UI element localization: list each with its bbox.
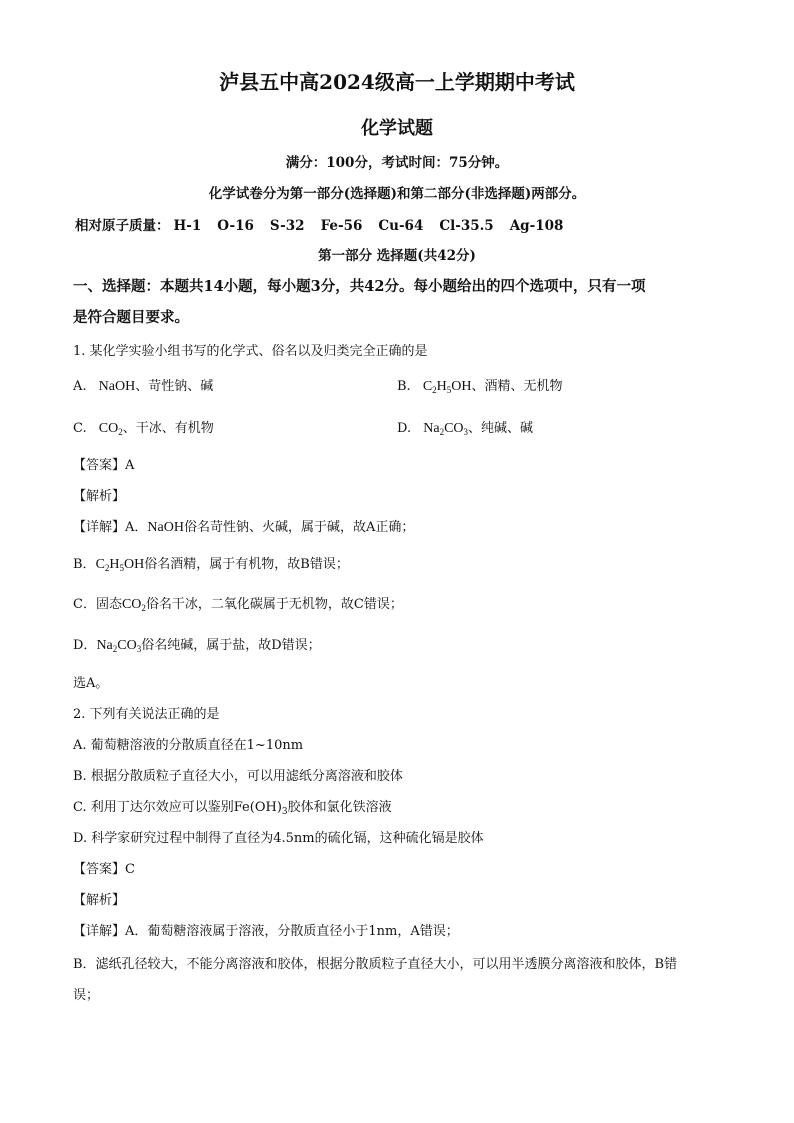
atomic-mass-item: Fe-56 (320, 218, 363, 234)
q1-stem: 1. 某化学实验小组书写的化学式、俗名以及归类完全正确的是 (73, 344, 428, 359)
atomic-mass-item: S-32 (269, 218, 305, 234)
q2-option-b: B. 根据分散质粒子直径大小，可以用滤纸分离溶液和胶体 (73, 769, 403, 784)
option-label: B. (397, 379, 411, 394)
score-time-note: 满分：100分，考试时间：75分钟。 (285, 155, 509, 171)
q1-conclusion: 选A。 (73, 676, 109, 691)
option-label: C. (73, 421, 87, 436)
q1-answer: 【答案】A (73, 458, 135, 473)
section1-heading-line2: 是符合题目要求。 (73, 309, 189, 326)
atomic-mass-line (75, 214, 579, 234)
q1-detail-d: D．$Na_2CO_3$俗名纯碱，属于盐，故D错误； (73, 638, 321, 654)
q2-detail-a: 【详解】A．葡萄糖溶液属于溶液，分散质直径小于1nm，A错误； (73, 924, 459, 939)
option-text: 、干冰、有机物 (122, 421, 214, 436)
q2-option-d: D. 科学家研究过程中制得了直径为4.5nm的硫化镉，这种硫化镉是胶体 (73, 831, 484, 846)
option-text: 、纯碱、碱 (468, 421, 534, 436)
q1-option-c (73, 417, 214, 437)
q1-detail-a: 【详解】A．NaOH俗名苛性钠、火碱，属于碱，故A正确； (73, 520, 415, 535)
subject-title: 化学试题 (361, 118, 433, 139)
formula-c2h5oh: $C_2H_5OH$ (422, 379, 472, 395)
q1-detail-c: C．固态$CO_2$俗名干冰，二氧化碳属于无机物，故C错误； (73, 597, 403, 613)
option-text: 、酒精、无机物 (471, 379, 563, 394)
q1-analysis: 【解析】 (73, 489, 126, 504)
formula-na2co3: $Na_2CO_3$ (423, 421, 469, 437)
exam-title: 泸县五中高2024级高一上学期期中考试 (219, 70, 575, 94)
q1-option-a (73, 375, 213, 395)
parts-note: 化学试卷分为第一部分(选择题)和第二部分(非选择题)两部分。 (208, 186, 586, 202)
q2-option-a: A. 葡萄糖溶液的分散质直径在1~10nm (73, 738, 304, 753)
q1-option-b (397, 375, 563, 395)
option-label: A. (73, 379, 87, 394)
atomic-mass-label: 相对原子质量： (75, 218, 170, 234)
atomic-mass-item: Cu-64 (378, 218, 424, 234)
q1-option-d (397, 417, 533, 437)
part1-title: 第一部分 选择题(共42分) (318, 248, 476, 264)
q2-option-c: C. 利用丁达尔效应可以鉴别$Fe(OH)_3$胶体和氯化铁溶液 (73, 800, 392, 817)
atomic-mass-item: Ag-108 (509, 218, 564, 234)
q2-analysis: 【解析】 (73, 893, 126, 908)
q1-detail-b: B．$C_2H_5OH$俗名酒精，属于有机物，故B错误； (73, 557, 349, 573)
q2-stem: 2. 下列有关说法正确的是 (73, 707, 220, 722)
atomic-mass-item: Cl-35.5 (439, 218, 494, 234)
section1-heading-line1: 一、选择题：本题共14小题，每小题3分，共42分。每小题给出的四个选项中，只有一项 (73, 278, 646, 295)
q2-answer: 【答案】C (73, 862, 135, 877)
atomic-mass-item: H-1 (173, 218, 202, 234)
q2-detail-b-line1: B．滤纸孔径较大，不能分离溶液和胶体，根据分散质粒子直径大小，可以用半透膜分离溶液和胶体，B错 (73, 957, 678, 972)
q2-detail-b-line2: 误； (73, 988, 100, 1003)
option-text: 、苛性钠、碱 (135, 379, 214, 394)
option-label: D. (397, 421, 412, 436)
formula-naoh: NaOH (98, 379, 136, 394)
atomic-mass-item: O-16 (217, 218, 254, 234)
formula-co2: $CO_2$ (98, 421, 123, 437)
